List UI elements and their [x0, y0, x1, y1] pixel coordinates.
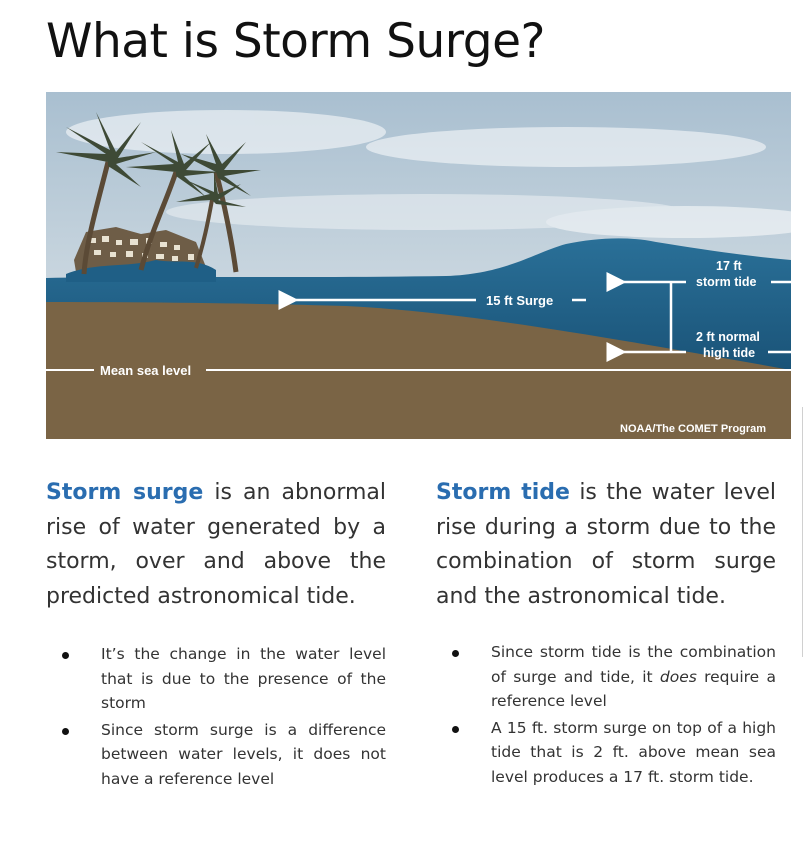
list-item-emphasis: does	[659, 667, 697, 686]
storm-tide-definition-text: is the water level rise during a storm due to the combination of storm surge and the astronomical tide.	[436, 480, 776, 609]
surge-label: 15 ft Surge	[486, 293, 554, 308]
divider-line	[802, 407, 803, 657]
storm-tide-bullets	[452, 640, 776, 789]
list-item-text-after: require a reference level	[491, 667, 776, 710]
normal-tide-label-2: high tide	[703, 346, 756, 360]
storm-tide-label-1: 17 ft	[716, 259, 742, 273]
storm-tide-definition	[436, 476, 776, 614]
bullet-icon	[62, 652, 69, 659]
storm-tide-label-2: storm tide	[696, 275, 757, 289]
normal-tide-label-1: 2 ft normal	[696, 330, 760, 344]
storm-surge-diagram	[46, 92, 791, 439]
storm-tide-term: Storm tide	[436, 480, 570, 505]
storm-surge-column	[46, 476, 386, 793]
list-item-text-before: Since storm tide is the combination of surge and tide, it	[491, 643, 776, 686]
bullet-icon	[452, 650, 459, 657]
storm-surge-term: Storm surge	[46, 480, 204, 505]
bullet-icon	[62, 728, 69, 735]
list-item-text: Since storm surge is a difference between water levels, it does not have a reference level	[101, 720, 386, 788]
storm-tide-column	[436, 476, 776, 791]
storm-surge-definition-text: is an abnormal rise of water generated by a storm, over and above the predicted astronomical tide.	[46, 480, 386, 609]
list-item	[452, 640, 776, 714]
diagram-svg	[46, 92, 791, 439]
storm-surge-bullets	[62, 642, 386, 791]
list-item	[452, 716, 776, 790]
page-title: What is Storm Surge?	[46, 14, 545, 69]
bullet-icon	[452, 726, 459, 733]
list-item-text: It’s the change in the water level that is due to the presence of the storm	[101, 645, 386, 712]
list-item	[62, 642, 386, 716]
mean-sea-level-label: Mean sea level	[100, 363, 192, 378]
storm-surge-definition	[46, 476, 386, 614]
image-credit: NOAA/The COMET Program	[620, 423, 767, 435]
list-item	[62, 718, 386, 792]
list-item-text: A 15 ft. storm surge on top of a high tide that is 2 ft. above mean sea level produces a 17 ft. storm tide.	[491, 718, 776, 786]
